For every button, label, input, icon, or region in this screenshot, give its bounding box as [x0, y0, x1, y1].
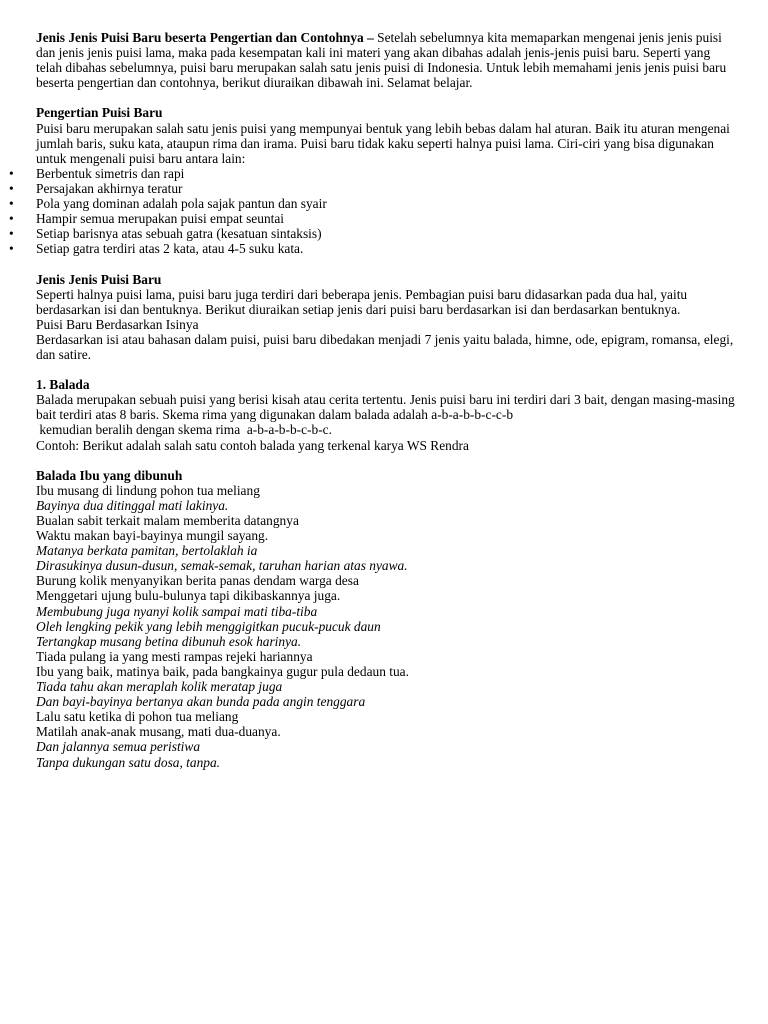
poem-line: Matanya berkata pamitan, bertolaklah ia [36, 543, 258, 559]
poem-line: Tanpa dukungan satu dosa, tanpa. [36, 754, 221, 770]
list-item [0, 211, 768, 226]
list-item-text: Hampir semua merupakan puisi empat seuntai [36, 211, 285, 227]
list-item [0, 241, 768, 256]
bullet-icon: • [9, 165, 14, 181]
document-title: Jenis Jenis Puisi Baru beserta Pengertian dan Contohnya – [36, 30, 374, 45]
poem-line: Dan bayi-bayinya bertanya akan bunda pada angin tenggara [36, 694, 366, 710]
intro-paragraph [0, 30, 736, 90]
poem-line: Tiada tahu akan meraplah kolik meratap juga [36, 679, 283, 695]
list-item-text: Pola yang dominan adalah pola sajak pantun dan syair [36, 196, 327, 212]
list-item-text: Persajakan akhirnya teratur [36, 180, 183, 196]
poem-line: Ibu musang di lindung pohon tua meliang [36, 482, 260, 498]
spacer [0, 90, 768, 105]
poem-line: Menggetari ujung bulu-bulunya tapi dikibaskannya juga. [36, 588, 341, 604]
poem-line: Burung kolik menyanyikan berita panas dendam warga desa [36, 573, 359, 589]
poem-line: Lalu satu ketika di pohon tua meliang [36, 709, 239, 725]
poem-line: Waktu makan bayi-bayinya mungil sayang. [36, 528, 269, 544]
document-page [0, 30, 768, 770]
balada-example: Contoh: Berikut adalah salah satu contoh balada yang terkenal karya WS Rendra [36, 437, 469, 453]
poem-line: Dan jalannya semua peristiwa [36, 739, 201, 755]
list-item-text: Setiap barisnya atas sebuah gatra (kesatuan sintaksis) [36, 226, 322, 242]
pengertian-paragraph: Puisi baru merupakan salah satu jenis puisi yang mempunyai bentuk yang lebih bebas dalam hal aturan. Baik itu aturan mengenai jumlah baris, suku kata, ataupun rima dan irama. Puisi baru tidak kaku seperti halnya puisi lama. Ciri-ciri yang bisa digunakan untuk mengenali puisi baru antara lain: [36, 120, 730, 166]
list-item [0, 181, 768, 196]
jenis-subheading: Puisi Baru Berdasarkan Isinya [36, 316, 199, 332]
balada-text: Balada merupakan sebuah puisi yang berisi kisah atau cerita tertentu. Jenis puisi baru ini terdiri dari 3 bait, dengan masing-masing bait terdiri atas 8 baris. Skema rima yang digunakan dalam balada adalah a-b-a-b-b-c-c-b [36, 392, 735, 423]
list-item-text: Berbentuk simetris dan rapi [36, 165, 185, 181]
bullet-icon: • [9, 196, 14, 212]
balada-text-continued: kemudian beralih dengan skema rima a-b-a-b-b-c-b-c. [36, 422, 332, 438]
pengertian-heading: Pengertian Puisi Baru [36, 105, 163, 121]
poem-line: Matilah anak-anak musang, mati dua-duanya. [36, 724, 281, 740]
spacer [0, 256, 768, 271]
balada-paragraph [0, 392, 736, 437]
balada-heading: 1. Balada [36, 377, 90, 393]
list-item [0, 226, 768, 241]
spacer [0, 362, 768, 377]
poem-line: Tertangkap musang betina dibunuh esok harinya. [36, 633, 302, 649]
poem-line: Oleh lengking pekik yang lebih menggigitkan pucuk-pucuk daun [36, 618, 381, 634]
jenis-subparagraph: Berdasarkan isi atau bahasan dalam puisi, puisi baru dibedakan menjadi 7 jenis yaitu balada, himne, ode, epigram, romansa, elegi, dan satire. [36, 331, 734, 362]
jenis-heading: Jenis Jenis Puisi Baru [36, 271, 162, 287]
list-item [0, 166, 768, 181]
poem-line: Tiada pulang ia yang mesti rampas rejeki hariannya [36, 648, 313, 664]
bullet-icon: • [9, 180, 14, 196]
poem-line: Bualan sabit terkait malam memberita datangnya [36, 513, 299, 528]
poem-line: Membubung juga nyanyi kolik sampai mati tiba-tiba [36, 603, 318, 619]
poem-line: Bayinya dua ditinggal mati lakinya. [36, 497, 229, 513]
spacer [0, 453, 768, 468]
list-item-text: Setiap gatra terdiri atas 2 kata, atau 4-5 suku kata. [36, 241, 304, 257]
list-item [0, 196, 768, 211]
poem-line: Dirasukinya dusun-dusun, semak-semak, taruhan harian atas nyawa. [36, 558, 408, 574]
intro-text: Setelah sebelumnya kita memaparkan mengenai jenis jenis puisi dan jenis jenis puisi lama, maka pada kesempatan kali ini materi yang akan dibahas adalah jenis-jenis puisi baru. Seperti yang telah dibahas sebelumnya, puisi baru merupakan salah satu jenis puisi di Indonesia. Untuk lebih memahami jenis jenis puisi baru beserta pengertian dan contohnya, berikut diuraikan dibawah ini. Selamat belajar. [36, 30, 727, 91]
ciri-ciri-list [0, 166, 768, 257]
jenis-paragraph: Seperti halnya puisi lama, puisi baru juga terdiri dari beberapa jenis. Pembagian puisi baru didasarkan pada dua hal, yaitu berdasarkan isi dan bentuknya. Berikut diuraikan setiap jenis dari puisi baru berdasarkan isi dan berdasarkan bentuknya. [36, 286, 688, 317]
bullet-icon: • [9, 226, 14, 242]
bullet-icon: • [9, 241, 14, 257]
poem-line: Ibu yang baik, matinya baik, pada bangkainya gugur pula dedaun tua. [36, 663, 409, 679]
poem-body [0, 483, 768, 770]
bullet-icon: • [9, 211, 14, 227]
poem-title: Balada Ibu yang dibunuh [36, 467, 183, 483]
